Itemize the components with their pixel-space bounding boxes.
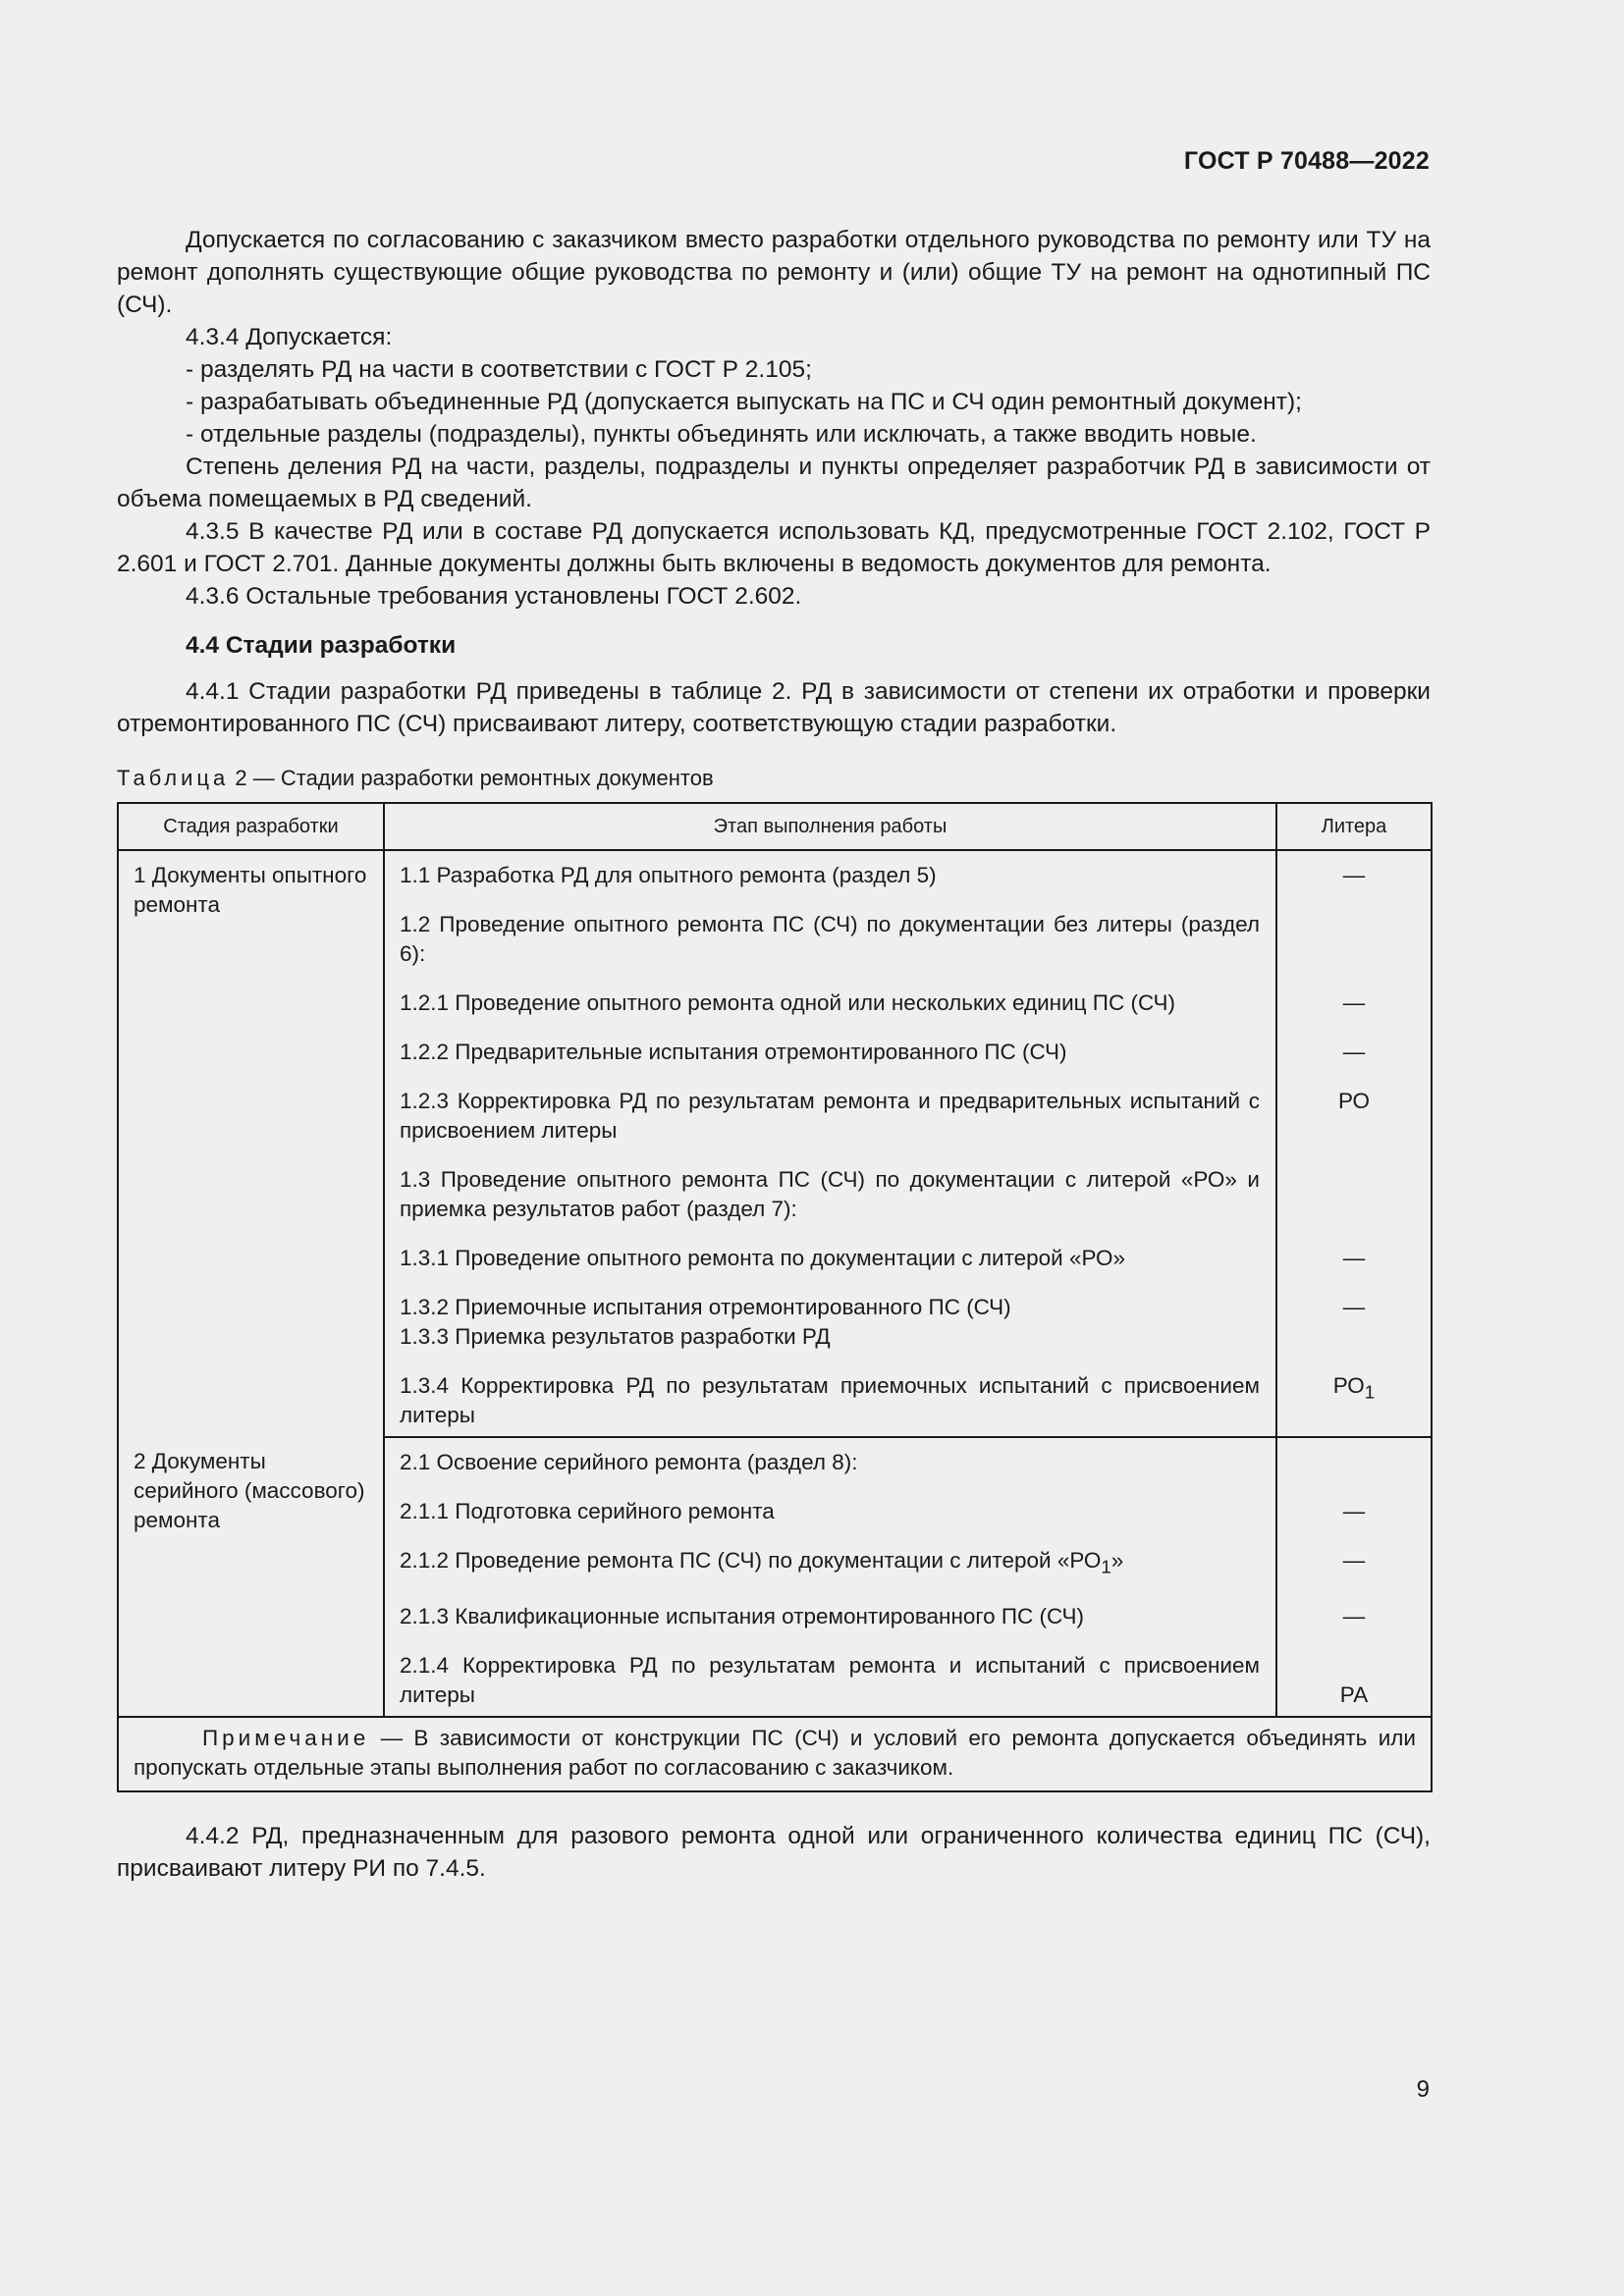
letter-subscript: 1 [1364,1381,1376,1403]
note-text: — В зависимости от конструкции ПС (СЧ) и условий его ремонта допускается объединять или пропускать отдельные этапы выполнения работ по согласованию с заказчиком. [134,1725,1416,1780]
table-caption [117,762,1431,794]
letter-cell: РО [1276,1067,1432,1146]
page-number: 9 [1416,2076,1430,2103]
table-header-row [118,803,1432,850]
step-cell: 1.2.3 Корректировка РД по результатам ремонта и предварительных испытаний с присвоением литеры [400,1089,1260,1143]
paragraph: 4.3.5 В качестве РД или в составе РД допускается использовать КД, предусмотренные ГОСТ 2.102, ГОСТ Р 2.601 и ГОСТ 2.701. Данные документы должны быть включены в ведомость документов для ремонта. [117,518,1431,577]
letter-cell: — [1276,1018,1432,1067]
letter-cell: РА [1276,1631,1432,1717]
step-cell: 2.1.1 Подготовка серийного ремонта [400,1499,775,1523]
step-cell: 1.3.4 Корректировка РД по результатам приемочных испытаний с присвоением литеры [384,1352,1276,1437]
letter-cell [1276,1146,1432,1224]
step-subscript: 1 [1101,1556,1111,1577]
table-note [118,1717,1432,1791]
paragraph: 4.4.2 РД, предназначенным для разового ремонта одной или ограниченного количества единиц ПС (СЧ), присваивают литеру РИ по 7.4.5. [117,1822,1431,1882]
table-caption-label: Таблица [117,766,230,790]
paragraph: Степень деления РД на части, разделы, подразделы и пункты определяет разработчик РД в зависимости от объема помещаемых в РД сведений. [117,454,1431,512]
step-cell [384,1526,1276,1582]
list-item: - разделять РД на части в соответствии с ГОСТ Р 2.105; [186,356,812,383]
stages-table [117,802,1433,1792]
step-cell: 1.3 Проведение опытного ремонта ПС (СЧ) по документации с литерой «РО» и приемка результатов работ (раздел 7): [400,1167,1260,1221]
letter-cell [1276,1352,1432,1437]
letter-text: РО [1332,1373,1365,1398]
step-cell [384,1273,1276,1352]
step-text: 1.3.2 Приемочные испытания отремонтированного ПС (СЧ) [400,1295,1011,1319]
table-row [118,850,1432,890]
paragraph: Допускается по согласованию с заказчиком вместо разработки отдельного руководства по ремонту или ТУ на ремонт дополнять существующие общие руководства по ремонту и (или) общие ТУ на ремонт на однотипный ПС (СЧ). [117,227,1431,318]
letter-cell: — [1276,1526,1432,1582]
header-stage: Стадия разработки [118,803,384,850]
letter-cell [1276,890,1432,969]
list-item: - отдельные разделы (подразделы), пункты объединять или исключать, а также вводить новые. [186,421,1257,448]
table-note-row [118,1717,1432,1791]
document-body [117,224,1431,1885]
header-step: Этап выполнения работы [384,803,1276,850]
list-item: - разрабатывать объединенные РД (допускается выпускать на ПС и СЧ один ремонтный документ); [186,389,1302,415]
table-row [118,1437,1432,1477]
letter-cell: — [1276,850,1432,890]
note-label: Примечание [202,1725,370,1750]
step-cell: 2.1.4 Корректировка РД по результатам ремонта и испытаний с присвоением литеры [400,1652,1260,1707]
letter-cell: — [1276,1582,1432,1631]
paragraph: 4.4.1 Стадии разработки РД приведены в таблице 2. РД в зависимости от степени их отработки и проверки отремонтированного ПС (СЧ) присваивают литеру, соответствующую стадии разработки. [117,678,1431,737]
letter-cell: — [1276,1273,1432,1352]
standard-designation: ГОСТ Р 70488—2022 [1183,147,1430,175]
step-cell: 2.1 Освоение серийного ремонта (раздел 8): [400,1450,858,1474]
section-heading: 4.4 Стадии разработки [186,632,457,659]
step-cell: 2.1.3 Квалификационные испытания отремонтированного ПС (СЧ) [400,1603,1085,1629]
stage-cell: 1 Документы опытного ремонта [118,850,384,1437]
step-text: 1.3.3 Приемка результатов разработки РД [400,1324,831,1349]
step-cell: 1.1 Разработка РД для опытного ремонта (раздел 5) [400,863,937,887]
step-cell: 1.3.1 Проведение опытного ремонта по документации с литерой «РО» [400,1246,1126,1270]
step-text: 2.1.2 Проведение ремонта ПС (СЧ) по документации с литерой «РО [400,1548,1102,1573]
letter-cell: — [1276,1224,1432,1273]
stage-cell: 2 Документы серийного (массового) ремонта [118,1437,384,1717]
letter-cell [1276,1437,1432,1477]
paragraph: 4.3.6 Остальные требования установлены ГОСТ 2.602. [186,583,802,610]
step-cell: 1.2.2 Предварительные испытания отремонтированного ПС (СЧ) [400,1040,1067,1064]
step-cell: 1.2 Проведение опытного ремонта ПС (СЧ) по документации без литеры (раздел 6): [400,912,1260,966]
header-letter: Литера [1276,803,1432,850]
paragraph: 4.3.4 Допускается: [186,324,393,350]
letter-cell: — [1276,969,1432,1018]
table-caption-text: 2 — Стадии разработки ремонтных документов [235,766,714,790]
step-cell: 1.2.1 Проведение опытного ремонта одной или нескольких единиц ПС (СЧ) [400,990,1175,1015]
step-text: » [1110,1548,1124,1573]
letter-cell: — [1276,1477,1432,1526]
